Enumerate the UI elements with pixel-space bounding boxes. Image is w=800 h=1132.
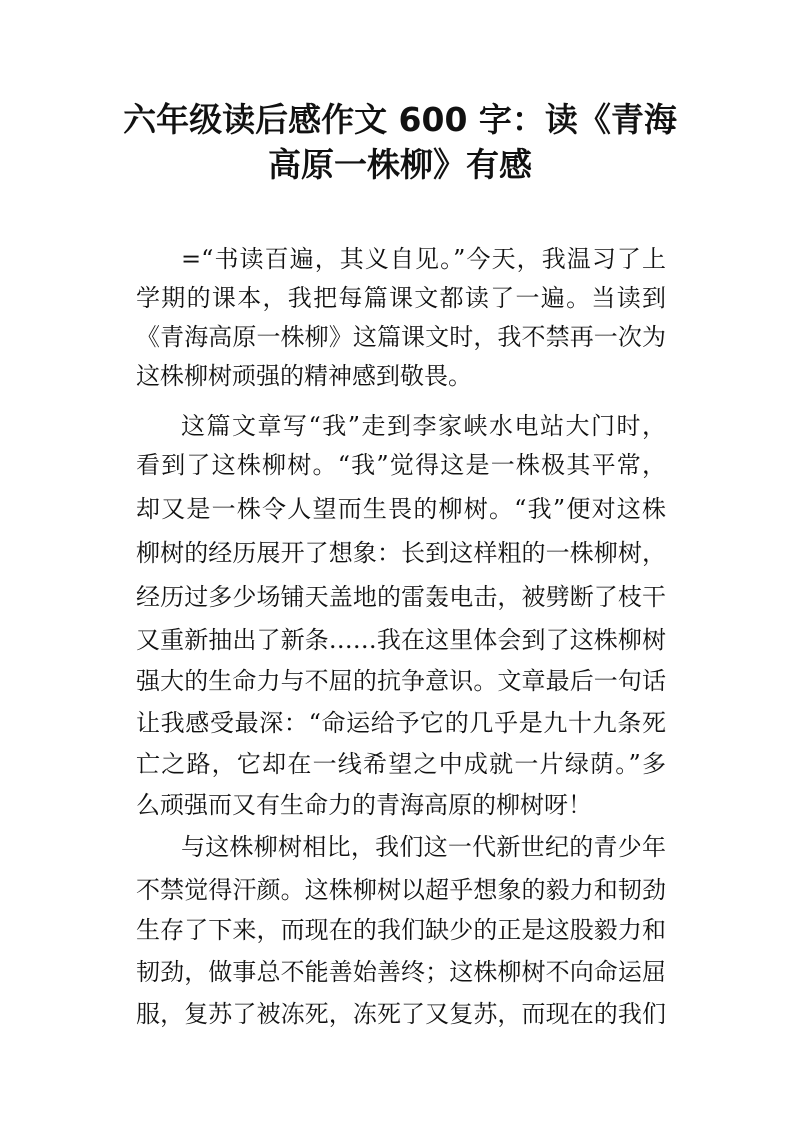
body-line: 却又是一株令人望而生畏的柳树。“我”便对这株: [136, 495, 666, 523]
body-line: 经历过多少场铺天盖地的雷轰电击，被劈断了枝干: [136, 583, 666, 611]
body-line: 韧劲，做事总不能善始善终；这株柳树不向命运屈: [136, 958, 666, 986]
body-line: 么顽强而又有生命力的青海高原的柳树呀！: [136, 791, 592, 819]
document-title-line-2: 高原一株柳》有感: [268, 145, 532, 184]
body-line: 看到了这株柳树。“我”觉得这是一株极其平常，: [136, 451, 666, 479]
body-line: 这篇文章写“我”走到李家峡水电站大门时，: [181, 412, 666, 440]
body-line: 亡之路，它却在一线希望之中成就一片绿荫。”多: [136, 750, 666, 778]
body-line: 服，复苏了被冻死，冻死了又复苏，而现在的我们: [136, 1000, 666, 1028]
body-line: 与这株柳树相比，我们这一代新世纪的青少年: [181, 833, 666, 861]
body-line: =“书读百遍，其义自见。”今天，我温习了上: [181, 245, 666, 273]
body-line: 《青海高原一株柳》这篇课文时，我不禁再一次为: [136, 323, 666, 351]
body-line: 生存了下来，而现在的我们缺少的正是这股毅力和: [136, 916, 666, 944]
body-line: 又重新抽出了新条……我在这里体会到了这株柳树: [136, 626, 666, 654]
body-line: 柳树的经历展开了想象：长到这样粗的一株柳树，: [136, 539, 666, 567]
document-title-line-1: 六年级读后感作文 600 字：读《青海: [123, 100, 677, 139]
body-line: 这株柳树顽强的精神感到敬畏。: [136, 362, 472, 390]
body-line: 学期的课本，我把每篇课文都读了一遍。当读到: [136, 284, 666, 312]
body-line: 不禁觉得汗颜。这株柳树以超乎想象的毅力和韧劲: [136, 876, 666, 904]
body-line: 强大的生命力与不屈的抗争意识。文章最后一句话: [136, 667, 666, 695]
body-line: 让我感受最深：“命运给予它的几乎是九十九条死: [136, 709, 666, 737]
